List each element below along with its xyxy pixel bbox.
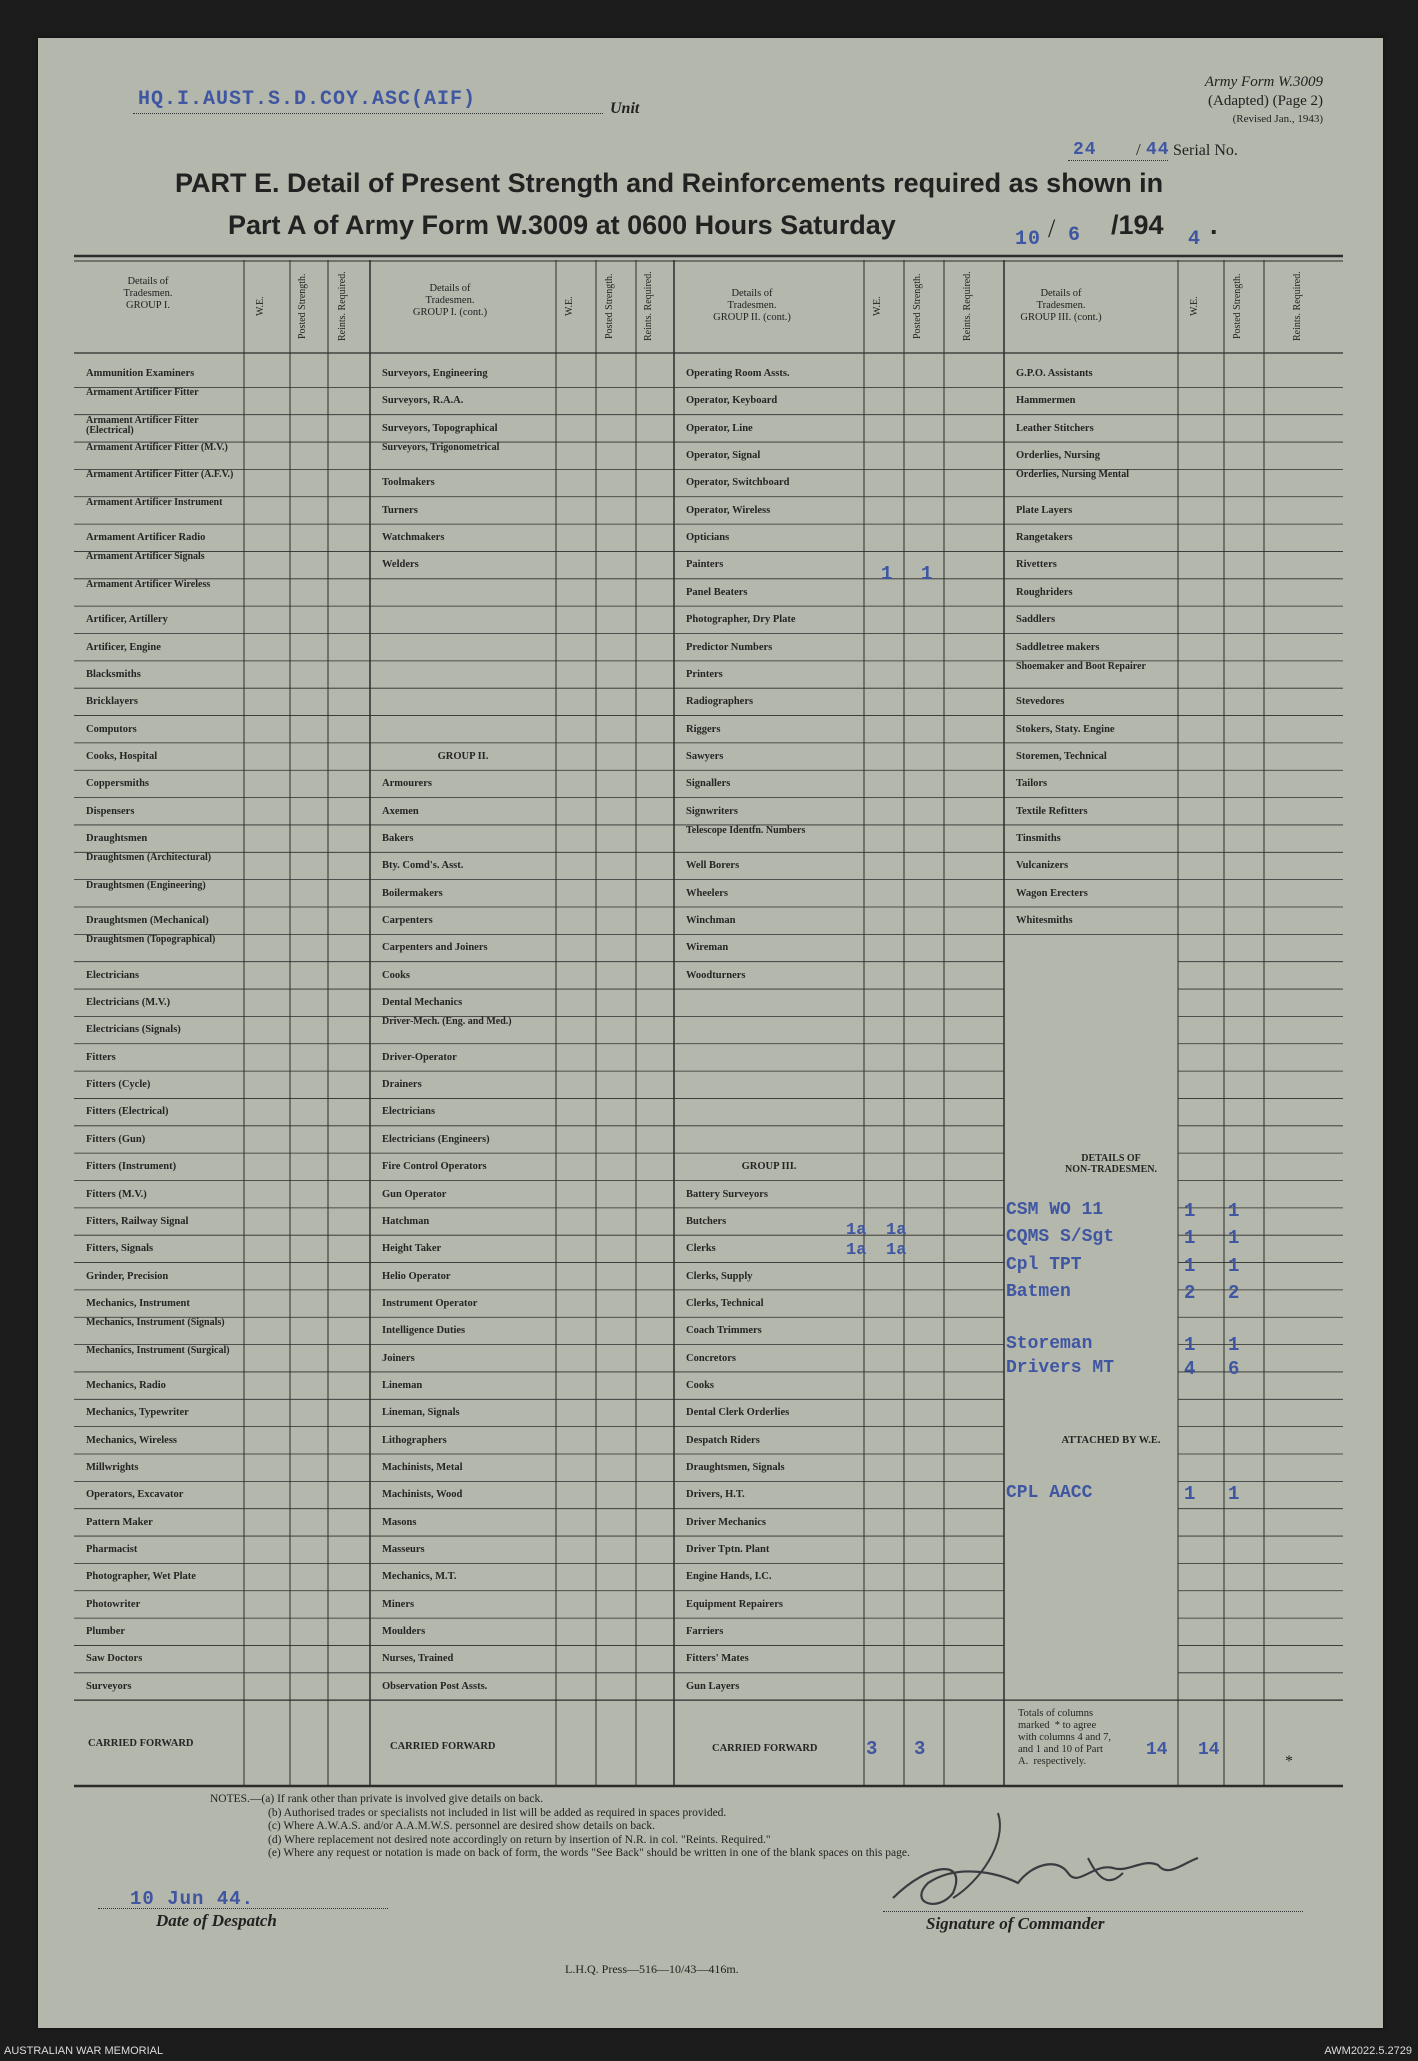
trade-label: Storemen, Technical [1016, 750, 1107, 762]
trade-label: Armament Artificer Fitter [86, 387, 199, 399]
trade-label: Turners [382, 504, 418, 516]
trade-label: Telescope Identfn. Numbers [686, 824, 806, 836]
trade-label: Artificer, Artillery [86, 614, 168, 626]
section-heading: ATTACHED BY W.E. [1061, 1434, 1161, 1446]
non-tradesman-posted-entry: 1 [1228, 1227, 1240, 1250]
trade-label: Fire Control Operators [382, 1161, 487, 1173]
totals-note [1018, 1708, 1111, 1768]
note-a-line [210, 1793, 910, 1807]
notes-block [210, 1793, 910, 1861]
trade-label: Intelligence Duties [382, 1325, 466, 1337]
trade-label: Signallers [686, 778, 731, 790]
trade-label: Vulcanizers [1016, 860, 1069, 872]
trade-label: Winchman [686, 915, 736, 926]
date-month: 6 [1068, 224, 1082, 247]
header-group3-cont-text: Details of Tradesmen. GROUP III. (cont.) [1020, 288, 1102, 323]
non-tradesman-we-entry: 1 [1184, 1333, 1196, 1356]
trade-label: Rivetters [1016, 559, 1057, 571]
press-mark: L.H.Q. Press—516—10/43—416m. [565, 1962, 739, 1976]
trade-label: Operator, Wireless [686, 504, 771, 516]
totals-we-entry: 14 [1146, 1740, 1168, 1760]
trade-label: Cooks [686, 1379, 715, 1391]
col-header-reints-required-4: Reints. Required. [1291, 271, 1303, 342]
trade-label: Stevedores [1016, 696, 1065, 708]
notes-intro: NOTES.—(a) [210, 1793, 275, 1805]
trade-label: Dental Clerk Orderlies [686, 1407, 790, 1419]
serial-label: Serial No. [1173, 142, 1238, 159]
form-id-line3: (Revised Jan., 1943) [1232, 113, 1323, 125]
trade-label: Lineman, Signals [382, 1407, 460, 1419]
trade-label: Height Taker [382, 1243, 442, 1255]
trade-label: Riggers [686, 723, 721, 735]
form-page [38, 38, 1383, 2028]
despatch-date-typed: 10 Jun 44. [130, 1888, 255, 1910]
trade-label: Electricians [86, 969, 140, 981]
clerks-we-entry: 1a [846, 1221, 867, 1240]
caption-right: AWM2022.5.2729 [1324, 2045, 1412, 2057]
header-group3-cont [981, 288, 1141, 324]
non-tradesman-name-entry: Batmen [1006, 1281, 1071, 1302]
trade-label: Tinsmiths [1016, 832, 1061, 844]
unit-typed: HQ.I.AUST.S.D.COY.ASC(AIF) [138, 88, 477, 111]
trade-label: Joiners [382, 1352, 415, 1364]
trade-label: Miners [382, 1598, 415, 1610]
trade-label: Ammunition Examiners [86, 368, 195, 379]
trade-label: Armament Artificer Fitter (A.F.V.) [86, 469, 234, 481]
col-header-reints-required-3: Reints. Required. [962, 271, 973, 342]
section-heading: DETAILS OF NON-TRADESMEN. [1065, 1153, 1157, 1175]
trade-label: Armament Artificer Fitter (M.V.) [86, 442, 228, 454]
trade-label: Predictor Numbers [686, 641, 773, 653]
trade-label: Saddlers [1016, 614, 1056, 626]
title-line2: Part A of Army Form W.3009 at 0600 Hours Saturday [228, 210, 896, 240]
trade-label: Armament Artificer Wireless [86, 578, 211, 590]
trade-label: Signwriters [686, 805, 738, 817]
header-group1-cont [370, 283, 530, 319]
trade-label: Mechanics, Instrument (Surgical) [86, 1344, 230, 1356]
trade-label: Fitters (Cycle) [86, 1079, 151, 1091]
trade-label: Orderlies, Nursing Mental [1016, 469, 1130, 481]
attached-name-entry: CPL AACC [1006, 1483, 1093, 1503]
trade-label: Cooks [382, 969, 411, 981]
non-tradesman-posted-entry: 2 [1228, 1281, 1240, 1304]
non-tradesman-posted-entry: 6 [1228, 1358, 1240, 1381]
trade-label: Electricians [382, 1106, 436, 1118]
trade-label: Painters [686, 559, 724, 571]
non-tradesman-name-entry: Drivers MT [1006, 1358, 1115, 1379]
trade-label: Rangetakers [1016, 532, 1073, 544]
trade-label: Operator, Keyboard [686, 395, 778, 407]
painters-we-entry: 1 [881, 563, 893, 585]
trade-label: Printers [686, 668, 723, 680]
non-tradesman-posted-entry: 1 [1228, 1333, 1240, 1356]
col-header-w-e-3: W.E. [872, 296, 883, 317]
trade-label: Leather Stitchers [1016, 422, 1094, 434]
trade-label: Mechanics, Radio [86, 1379, 166, 1391]
trade-label: Draughtsmen (Mechanical) [86, 915, 209, 926]
trade-label: Panel Beaters [686, 586, 748, 598]
trade-label: Wheelers [686, 887, 728, 899]
attached-posted-entry: 1 [1228, 1483, 1240, 1505]
trade-label: Drainers [382, 1079, 422, 1091]
trade-label: Moulders [382, 1626, 426, 1638]
trade-label: Farriers [686, 1626, 724, 1638]
trade-label: Operator, Switchboard [686, 477, 790, 489]
note-c: (c) Where A.W.A.S. and/or A.A.M.W.S. personnel are desired show details on back. [268, 1820, 655, 1832]
commander-signature [858, 1803, 1238, 1923]
trade-label: Shoemaker and Boot Repairer [1016, 660, 1146, 672]
note-b: (b) Authorised trades or specialists not included in list will be added as required in spaces provided. [268, 1806, 727, 1819]
trade-label: Millwrights [86, 1462, 139, 1473]
trade-label: Photographer, Dry Plate [686, 614, 796, 626]
trade-label: Dispensers [86, 805, 135, 817]
non-tradesman-we-entry: 1 [1184, 1199, 1196, 1222]
serial-separator: / [1136, 140, 1141, 159]
header-group1-text: Details of Tradesmen. GROUP I. [123, 276, 173, 311]
trade-label: Operator, Line [686, 422, 753, 434]
form-id-line2: (Adapted) (Page 2) [1208, 93, 1323, 109]
title-line1: PART E. Detail of Present Strength and Reinforcements required as shown in [175, 168, 1164, 198]
carried-forward-2: CARRIED FORWARD [390, 1741, 496, 1752]
col-header-posted-strength-4: Posted Strength. [1232, 273, 1243, 340]
trade-label: Butchers [686, 1215, 727, 1227]
date-dot: . [1210, 210, 1218, 240]
unit-label: Unit [610, 100, 640, 117]
trade-label: Saw Doctors [86, 1653, 143, 1665]
trade-label: Wagon Erecters [1016, 887, 1088, 899]
trade-label: Armourers [382, 778, 432, 790]
trade-label: Opticians [686, 532, 730, 544]
header-group1-cont-text: Details of Tradesmen. GROUP I. (cont.) [412, 283, 488, 318]
trade-label: Lithographers [382, 1434, 447, 1446]
trade-label: Computors [86, 723, 137, 735]
trade-label: Woodturners [686, 969, 746, 981]
non-tradesman-name-entry: CSM WO 11 [1006, 1199, 1104, 1220]
trade-label: Pharmacist [86, 1544, 138, 1556]
trade-label: Fitters (Gun) [86, 1133, 146, 1145]
trade-label: Saddletree makers [1016, 641, 1100, 653]
non-tradesman-name-entry: CQMS S/Sgt [1006, 1227, 1115, 1248]
trade-label: Surveyors, Topographical [382, 422, 498, 434]
trade-label: Axemen [382, 805, 419, 817]
trade-label: Tailors [1016, 778, 1048, 790]
trade-label: Radiographers [686, 696, 754, 708]
trade-label: Draughtsmen (Architectural) [86, 852, 212, 864]
non-tradesman-name-entry: Cpl TPT [1006, 1254, 1082, 1275]
trade-label: Equipment Repairers [686, 1598, 783, 1610]
non-tradesman-we-entry: 4 [1184, 1358, 1196, 1381]
trade-label: Driver-Mech. (Eng. and Med.) [382, 1016, 512, 1028]
cf-group2-we-entry: 3 [866, 1738, 878, 1760]
note-d: (d) Where replacement not desired note accordingly on return by insertion of N.R. in col. "Reints. Required." [268, 1833, 771, 1846]
header-group2-cont [672, 288, 832, 324]
trade-label: Engine Hands, I.C. [686, 1571, 772, 1583]
trade-label: Bty. Comd's. Asst. [382, 860, 464, 872]
trade-label: Electricians (Engineers) [382, 1133, 490, 1145]
header-group1 [68, 276, 228, 312]
trade-label: Armament Artificer Signals [86, 551, 205, 563]
trade-label: Concretors [686, 1352, 736, 1364]
trade-label: Surveyors [86, 1680, 132, 1692]
trade-label: Dental Mechanics [382, 997, 463, 1009]
trade-label: Clerks, Technical [686, 1297, 764, 1309]
caption-left: AUSTRALIAN WAR MEMORIAL [4, 2045, 164, 2057]
clerks-supply-posted-entry: 1a [886, 1241, 907, 1260]
trade-label: Cooks, Hospital [86, 750, 158, 762]
non-tradesman-posted-entry: 1 [1228, 1254, 1240, 1277]
trade-label: Pattern Maker [86, 1516, 153, 1528]
trade-label: Mechanics, Wireless [86, 1434, 177, 1446]
date-year-suffix: 4 [1188, 228, 1202, 251]
trade-label: Stokers, Staty. Engine [1016, 723, 1115, 735]
trade-label: Coppersmiths [86, 778, 150, 790]
trade-label: Surveyors, R.A.A. [382, 395, 464, 407]
trade-label: Armament Artificer Radio [86, 532, 206, 544]
trade-label: Coach Trimmers [686, 1325, 762, 1337]
trade-label: Gun Layers [686, 1680, 740, 1692]
carried-forward-3: CARRIED FORWARD [712, 1743, 818, 1754]
trade-label: Watchmakers [382, 532, 445, 544]
trade-label: Orderlies, Nursing [1016, 450, 1100, 462]
trade-label: Operator, Signal [686, 450, 761, 462]
trade-label: Machinists, Wood [382, 1489, 463, 1501]
trade-label: Armament Artificer Fitter (Electrical) [86, 414, 199, 437]
serial-typed-b: 44 [1146, 140, 1170, 160]
trade-label: Electricians (M.V.) [86, 997, 171, 1009]
trade-label: G.P.O. Assistants [1016, 368, 1093, 379]
trade-label: Well Borers [686, 860, 740, 872]
note-e: (e) Where any request or notation is made on back of form, the words "See Back" should be written in one of the blank spaces on this page. [268, 1847, 910, 1859]
trade-label: Hatchman [382, 1215, 430, 1227]
date-slash: / [1048, 214, 1056, 243]
signature-underline [883, 1911, 1303, 1912]
trade-label: Drivers, H.T. [686, 1489, 745, 1501]
trade-label: Carpenters [382, 915, 433, 926]
trade-label: Mechanics, Instrument (Signals) [86, 1317, 225, 1329]
trade-label: Photographer, Wet Plate [86, 1571, 196, 1583]
trade-label: Boilermakers [382, 887, 443, 899]
trade-label: Armament Artificer Instrument [86, 496, 223, 508]
trade-label: Fitters (Instrument) [86, 1161, 177, 1173]
trade-label: Clerks [686, 1243, 716, 1255]
trade-label: Draughtsmen [86, 832, 148, 844]
trade-label: Operating Room Assts. [686, 368, 790, 379]
date-day: 10 [1015, 228, 1042, 251]
trade-label: Masseurs [382, 1544, 425, 1556]
trade-label: Instrument Operator [382, 1297, 478, 1309]
section-heading: GROUP III. [741, 1161, 797, 1173]
trade-label: Observation Post Assts. [382, 1680, 488, 1692]
trade-label: Blacksmiths [86, 668, 141, 680]
date-year-prefix: /194 [1111, 210, 1164, 240]
trade-label: Operators, Excavator [86, 1489, 184, 1501]
non-tradesman-posted-entry: 1 [1228, 1199, 1240, 1222]
trade-label: Bricklayers [86, 696, 138, 708]
col-header-posted-strength-3: Posted Strength. [912, 273, 923, 340]
trade-label: Plumber [86, 1626, 126, 1638]
trade-label: Helio Operator [382, 1270, 451, 1282]
trade-label: Gun Operator [382, 1188, 447, 1200]
trade-label: Driver-Operator [382, 1051, 457, 1063]
trade-label: Bakers [382, 832, 414, 844]
trade-label: Fitters (M.V.) [86, 1188, 147, 1200]
trade-label: Artificer, Engine [86, 641, 161, 653]
trade-label: Carpenters and Joiners [382, 942, 488, 954]
trade-label: Fitters (Electrical) [86, 1106, 169, 1118]
trade-label: Mechanics, M.T. [382, 1571, 457, 1583]
trade-label: Grinder, Precision [86, 1270, 169, 1282]
note-a: If rank other than private is involved give details on back. [277, 1793, 544, 1805]
despatch-label: Date of Despatch [156, 1911, 277, 1930]
trade-label: Clerks, Supply [686, 1270, 753, 1282]
totals-posted-entry: 14 [1198, 1740, 1220, 1760]
trade-label: Hammermen [1016, 395, 1076, 407]
painters-posted-entry: 1 [921, 563, 933, 585]
trade-label: Plate Layers [1016, 504, 1073, 516]
trade-label: Despatch Riders [686, 1434, 760, 1446]
trade-label: Roughriders [1016, 586, 1073, 598]
trade-label: Textile Refitters [1016, 805, 1088, 817]
serial-typed-a: 24 [1073, 140, 1097, 160]
cf-group2-posted-entry: 3 [914, 1738, 926, 1760]
trade-label: Battery Surveyors [686, 1188, 768, 1200]
trade-label: Driver Tptn. Plant [686, 1544, 770, 1556]
trade-label: Surveyors, Trigonometrical [382, 442, 500, 454]
trade-label: Lineman [382, 1379, 423, 1391]
trade-label: Surveyors, Engineering [382, 368, 488, 379]
trade-label: Masons [382, 1516, 417, 1528]
trade-label: Fitters, Railway Signal [86, 1215, 189, 1227]
col-header-reints-required-1: Reints. Required. [337, 271, 348, 342]
trade-label: Mechanics, Instrument [86, 1297, 190, 1309]
trade-label: Whitesmiths [1016, 915, 1073, 926]
trade-label: Toolmakers [382, 477, 435, 489]
non-tradesman-we-entry: 1 [1184, 1227, 1196, 1250]
totals-note-text: Totals of columns marked * to agree with columns 4 and 7, and 1 and 10 of Part A. respectively. [1018, 1708, 1112, 1767]
trade-label: Electricians (Signals) [86, 1024, 181, 1036]
despatch-underline [98, 1908, 388, 1909]
col-header-w-e-1: W.E. [255, 296, 266, 317]
totals-star: * [1285, 1753, 1293, 1770]
trade-label: Machinists, Metal [382, 1462, 463, 1473]
col-header-w-e-2: W.E. [564, 296, 575, 317]
col-header-posted-strength-1: Posted Strength. [297, 273, 308, 340]
col-header-posted-strength-2: Posted Strength. [604, 273, 615, 340]
section-heading: GROUP II. [437, 750, 489, 762]
trade-label: Fitters [86, 1051, 116, 1063]
non-tradesman-we-entry: 2 [1184, 1281, 1196, 1304]
trade-label: Sawyers [686, 750, 724, 762]
trade-label: Photowriter [86, 1598, 141, 1610]
non-tradesman-we-entry: 1 [1184, 1254, 1196, 1277]
trade-label: Driver Mechanics [686, 1516, 766, 1528]
carried-forward-1: CARRIED FORWARD [88, 1738, 194, 1749]
trade-label: Draughtsmen (Topographical) [86, 934, 216, 946]
header-group2-cont-text: Details of Tradesmen. GROUP II. (cont.) [713, 288, 791, 323]
col-header-w-e-4: W.E. [1189, 296, 1200, 317]
trade-label: Mechanics, Typewriter [86, 1407, 189, 1419]
signature-label: Signature of Commander [926, 1914, 1105, 1933]
col-header-reints-required-2: Reints. Required. [643, 271, 654, 342]
trade-label: Draughtsmen, Signals [686, 1462, 785, 1473]
trade-label: Welders [382, 559, 419, 571]
attached-we-entry: 1 [1184, 1483, 1196, 1505]
trade-label: Nurses, Trained [382, 1653, 454, 1665]
non-tradesman-name-entry: Storeman [1006, 1333, 1093, 1354]
trade-label: Fitters, Signals [86, 1243, 154, 1255]
trade-label: Fitters' Mates [686, 1653, 749, 1665]
clerks-supply-we-entry: 1a [846, 1241, 867, 1260]
clerks-posted-entry: 1a [886, 1221, 907, 1240]
form-id-line1: Army Form W.3009 [1204, 74, 1323, 90]
trade-label: Draughtsmen (Engineering) [86, 879, 206, 891]
trade-label: Wireman [686, 942, 729, 954]
